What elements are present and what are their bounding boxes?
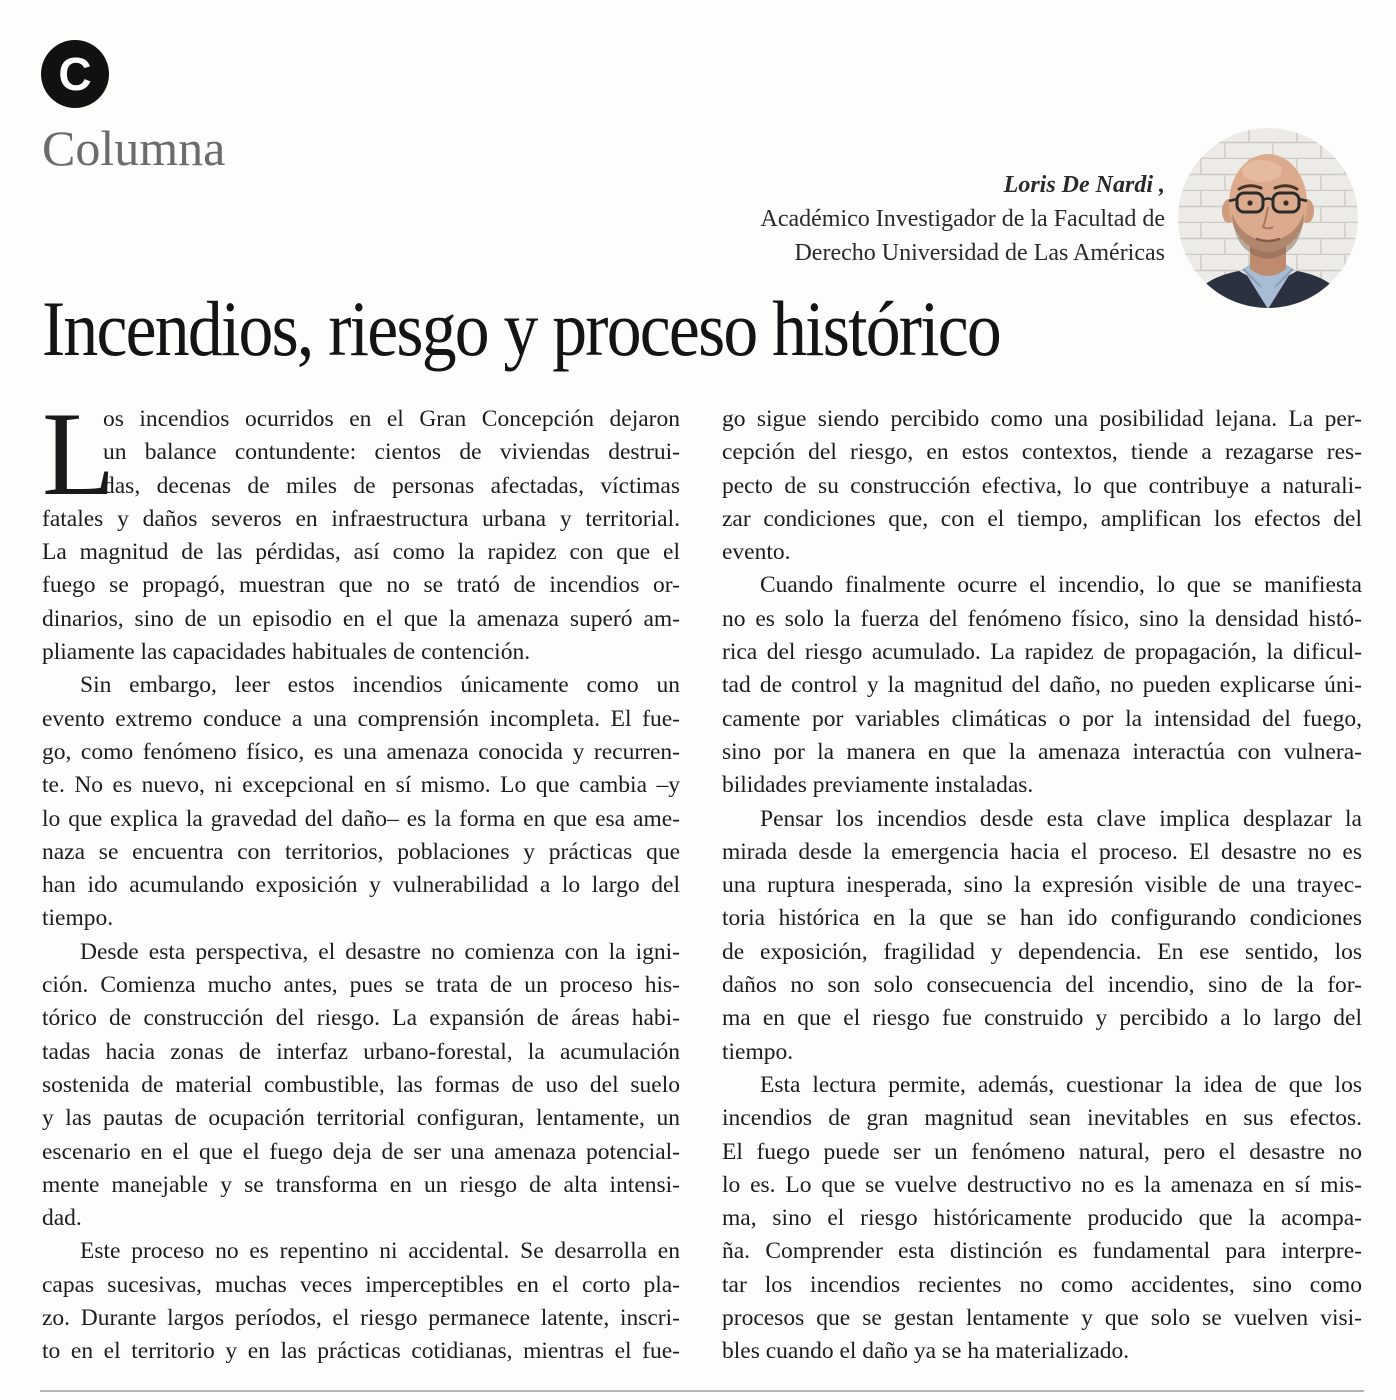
text-line-content: das, decenas de miles de personas afectadas, víctimas [103, 472, 680, 499]
text-line-content: procesos que se gestan lentamente y que solo se vuelven visi- [722, 1305, 1362, 1332]
text-line [722, 869, 1362, 902]
text-line-content: go, como fenómeno físico, es una amenaza conocida y recurren- [42, 738, 680, 765]
text-line-content: Esta lectura permite, además, cuestionar la idea de que los [760, 1071, 1362, 1098]
text-line [42, 1169, 680, 1202]
headline [42, 285, 1000, 372]
author-portrait [1177, 127, 1359, 309]
text-line [42, 1302, 680, 1335]
text-line [722, 1136, 1362, 1169]
text-line-content: Cuando finalmente ocurre el incendio, lo que se manifiesta [760, 572, 1362, 599]
text-line [42, 936, 680, 969]
text-line-content: fuego se propagó, muestran que no se trató de incendios or- [42, 572, 680, 599]
text-line-content: toria histórica en la que se han ido configurando condiciones [722, 905, 1362, 932]
text-line-content: tad de control y la magnitud del daño, no pueden explicarse úni- [722, 672, 1362, 699]
text-line [722, 569, 1362, 602]
text-line-content: zar condiciones que, con el tiempo, amplifican los efectos del [722, 505, 1362, 532]
text-line [42, 1136, 680, 1169]
text-line-content: capas sucesivas, muchas veces imperceptibles en el corto pla- [42, 1271, 680, 1298]
text-line [42, 436, 680, 469]
text-line [42, 669, 680, 702]
text-line-content: rica del riesgo acumulado. La rapidez de propagación, la dificul- [722, 639, 1362, 666]
text-line [722, 1302, 1362, 1335]
section-badge: C [41, 40, 109, 108]
text-line [722, 1335, 1362, 1368]
text-line [42, 1269, 680, 1302]
text-line-content: bles cuando el daño ya se ha materializado. [722, 1338, 1130, 1365]
text-line-content: ma, sino el riesgo históricamente producido que la acompa- [722, 1205, 1362, 1232]
text-line [722, 703, 1362, 736]
text-line [722, 470, 1362, 503]
text-line-content: mirada desde la emergencia hacia el proceso. El desastre no es [722, 838, 1362, 865]
text-line [42, 603, 680, 636]
text-line-content: han ido acumulando exposición y vulnerabilidad a lo largo del [42, 872, 680, 899]
text-line [722, 1235, 1362, 1268]
text-line-content: ción. Comienza mucho antes, pues se trata de un proceso his- [42, 972, 680, 999]
text-line-content: ma en que el riesgo fue construido y percibido a lo largo del [722, 1005, 1362, 1032]
text-line [42, 503, 680, 536]
text-line-content: tiempo. [722, 1038, 794, 1065]
text-line [42, 536, 680, 569]
text-line [42, 1069, 680, 1102]
text-line-content: una ruptura inesperada, sino la expresión visible de una trayec- [722, 872, 1362, 899]
text-line-content: no es solo la fuerza del fenómeno físico, sino la densidad histó- [722, 605, 1362, 632]
text-line-content: El fuego puede ser un fenómeno natural, pero el desastre no [722, 1138, 1362, 1165]
text-line [722, 736, 1362, 769]
drop-cap: L [42, 387, 116, 520]
paragraph [722, 1069, 1362, 1369]
text-line [722, 503, 1362, 536]
text-line [722, 936, 1362, 969]
text-line-content: dad. [42, 1205, 82, 1232]
text-line-content: Sin embargo, leer estos incendios únicamente como un [80, 672, 680, 699]
text-line [42, 636, 680, 669]
text-line-content: tadas hacia zonas de interfaz urbano-forestal, la acumulación [42, 1038, 680, 1065]
text-line-content: fatales y daños severos en infraestructura urbana y territorial. [42, 505, 680, 532]
text-line [42, 969, 680, 1002]
text-line [722, 1069, 1362, 1102]
text-line-content: dinarios, sino de un episodio en el que la amenaza superó am- [42, 605, 680, 632]
text-line-content: lo que explica la gravedad del daño– es la forma en que esa ame- [42, 805, 680, 832]
section-label: Columna [42, 120, 226, 176]
bottom-rule [40, 1390, 1364, 1392]
text-line [722, 603, 1362, 636]
text-line-content: zo. Durante largos períodos, el riesgo permanece latente, inscri- [42, 1305, 680, 1332]
paragraph [42, 1235, 680, 1368]
article-column-left [42, 387, 680, 1369]
text-line-content: ña. Comprender esta distinción es fundamental para interpre- [722, 1238, 1362, 1265]
text-line-content: Desde esta perspectiva, el desastre no comienza con la igni- [80, 938, 680, 965]
text-line-content: La magnitud de las pérdidas, así como la rapidez con que el [42, 539, 680, 566]
text-line [42, 902, 680, 935]
text-line [42, 1235, 680, 1268]
text-line [42, 803, 680, 836]
text-line [722, 1169, 1362, 1202]
text-line [42, 1002, 680, 1035]
text-line [42, 703, 680, 736]
text-line-content: go sigue siendo percibido como una posibilidad lejana. La per- [722, 406, 1362, 432]
text-line [722, 636, 1362, 669]
text-line [722, 1102, 1362, 1135]
text-line-content: evento. [722, 539, 791, 566]
text-line [42, 569, 680, 602]
headline-text: Incendios, riesgo y proceso histórico [42, 285, 1000, 372]
text-line-content: Pensar los incendios desde esta clave implica desplazar la [760, 805, 1362, 832]
paragraph [42, 669, 680, 935]
text-line [722, 902, 1362, 935]
paragraph [722, 803, 1362, 1069]
text-line-content: camente por variables climáticas o por la intensidad del fuego, [722, 705, 1362, 732]
text-line [42, 1036, 680, 1069]
text-line-content: bilidades previamente instaladas. [722, 772, 1034, 799]
text-line-content: de exposición, fragilidad y dependencia. En ese sentido, los [722, 938, 1362, 965]
author-byline [760, 168, 1165, 270]
text-line-content: pecto de su construcción efectiva, lo que contribuye a naturali- [722, 472, 1362, 499]
author-title-line: Derecho Universidad de Las Américas [794, 240, 1165, 266]
author-name: Loris De Nardi , [1003, 172, 1165, 198]
text-line [722, 769, 1362, 802]
text-line-content: un balance contundente: cientos de viviendas destrui- [103, 439, 680, 466]
text-line-content: sino por la manera en que la amenaza interactúa con vulnera- [722, 738, 1362, 765]
text-line-content: pliamente las capacidades habituales de contención. [42, 639, 531, 666]
text-line-content: escenario en el que el fuego deja de ser una amenaza potencial- [42, 1138, 680, 1165]
text-line [42, 470, 680, 503]
text-line [42, 736, 680, 769]
text-line-content: mente manejable y se transforma en un riesgo de alta intensi- [42, 1171, 680, 1198]
text-line [42, 836, 680, 869]
text-line [722, 436, 1362, 469]
text-line [42, 1202, 680, 1235]
text-line-content: te. No es nuevo, ni excepcional en sí mismo. Lo que cambia –y [42, 772, 680, 799]
text-line-content: incendios de gran magnitud sean inevitables en sus efectos. [722, 1105, 1362, 1132]
paragraph [722, 403, 1362, 569]
text-line-content: cepción del riesgo, en estos contextos, tiende a rezagarse res- [722, 439, 1362, 466]
text-line-content: daños no son solo consecuencia del incendio, sino de la for- [722, 972, 1362, 999]
text-line [42, 403, 680, 436]
text-line-content: to en el territorio y en las prácticas cotidianas, mientras el fue- [42, 1338, 680, 1365]
text-line-content: sostenida de material combustible, las formas de uso del suelo [42, 1071, 680, 1098]
paragraph [42, 936, 680, 1236]
article-column-right [722, 403, 1362, 1369]
text-line [42, 769, 680, 802]
text-line [722, 1002, 1362, 1035]
text-line [722, 803, 1362, 836]
text-line [722, 536, 1362, 569]
text-line [42, 1335, 680, 1368]
text-line-content: lo es. Lo que se vuelve destructivo no es la amenaza en sí mis- [722, 1171, 1362, 1198]
text-line-content: tiempo. [42, 905, 114, 932]
author-title-line: Académico Investigador de la Facultad de [760, 206, 1165, 232]
text-line [722, 403, 1362, 436]
text-line [42, 1102, 680, 1135]
text-line-content: tórico de construcción del riesgo. La expansión de áreas habi- [42, 1005, 680, 1032]
text-line-content: Este proceso no es repentino ni accidental. Se desarrolla en [80, 1238, 680, 1265]
text-line-content: naza se encuentra con territorios, poblaciones y prácticas que [42, 838, 680, 865]
text-line-content: evento extremo conduce a una comprensión incompleta. El fue- [42, 705, 680, 732]
text-line [722, 1269, 1362, 1302]
text-line [722, 836, 1362, 869]
text-line [42, 869, 680, 902]
text-line [722, 1036, 1362, 1069]
text-line [722, 969, 1362, 1002]
text-line-content: y las pautas de ocupación territorial configuran, lentamente, un [42, 1105, 680, 1132]
text-line [722, 669, 1362, 702]
text-line [722, 1202, 1362, 1235]
paragraph [722, 569, 1362, 802]
text-line-content: tar los incendios recientes no como accidentes, sino como [722, 1271, 1362, 1298]
text-line-content: os incendios ocurridos en el Gran Concepción dejaron [103, 406, 680, 432]
paragraph [42, 403, 680, 669]
